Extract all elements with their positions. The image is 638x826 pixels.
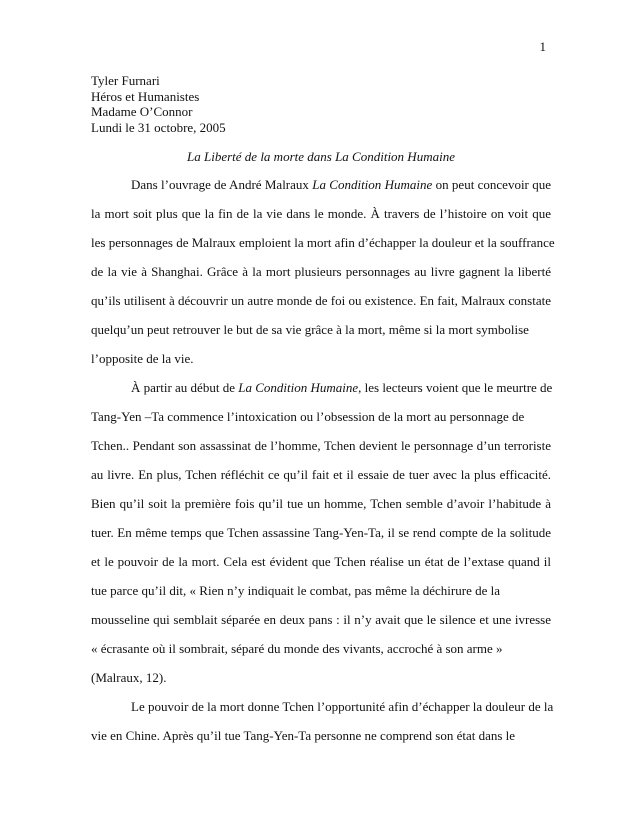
body-line: tuer. En même temps que Tchen assassine Tang-Yen-Ta, il se rend compte de la solitude [91, 525, 551, 540]
body-line: tue parce qu’il dit, « Rien n’y indiquait le combat, pas même la déchirure de la [91, 583, 500, 598]
essay-title: La Liberté de la morte dans La Condition Humaine [187, 149, 455, 164]
author-name: Tyler Furnari [91, 73, 160, 88]
body-line: « écrasante où il sombrait, séparé du monde des vivants, accroché à son arme » [91, 641, 503, 656]
body-line: l’opposite de la vie. [91, 351, 194, 366]
book-title: La Condition Humaine, [238, 380, 362, 395]
body-line: Tchen.. Pendant son assassinat de l’homme, Tchen devient le personnage d’un terroriste [91, 438, 551, 453]
body-line: Le pouvoir de la mort donne Tchen l’opportunité afin d’échapper la douleur de la [131, 699, 554, 714]
body-line: Dans l’ouvrage de André Malraux La Condition Humaine on peut concevoir que [131, 177, 551, 192]
header-block [91, 73, 551, 135]
body-line: mousseline qui semblait séparée en deux pans : il n’y avait que le silence et une ivresse [91, 612, 551, 627]
body-line: vie en Chine. Après qu’il tue Tang-Yen-Ta personne ne comprend son état dans le [91, 728, 516, 743]
body-line: quelqu’un peut retrouver le but de sa vie grâce à la mort, même si la mort symbolise [91, 322, 529, 337]
body-line: Tang-Yen –Ta commence l’intoxication ou l’obsession de la mort au personnage de [91, 409, 525, 424]
instructor-name: Madame O’Connor [91, 104, 193, 119]
body-line: Bien qu’il soit la première fois qu’il tue un homme, Tchen semble d’avoir l’habitude à [91, 496, 551, 511]
course-name: Héros et Humanistes [91, 88, 200, 104]
page-number: 1 [539, 39, 546, 54]
body-line: et le pouvoir de la mort. Cela est évident que Tchen réalise un état de l’extase quand il [91, 554, 551, 569]
body-line: les personnages de Malraux emploient la mort afin d’échapper la douleur et la souffrance [91, 235, 555, 250]
body-line: qu’ils utilisent à découvrir un autre monde de foi ou existence. En fait, Malraux constate [91, 293, 551, 308]
body-line: la mort soit plus que la fin de la vie dans le monde. À travers de l’histoire on voit que [91, 206, 551, 221]
body-line: (Malraux, 12). [91, 670, 167, 685]
body-line: au livre. En plus, Tchen réfléchit ce qu’il fait et il essaie de tuer avec la plus efficacité. [91, 467, 551, 482]
body-line: de la vie à Shanghai. Grâce à la mort plusieurs personnages au livre gagnent la liberté [91, 264, 551, 279]
body-line: À partir au début de La Condition Humaine, les lecteurs voient que le meurtre de [131, 380, 553, 395]
essay-date: Lundi le 31 octobre, 2005 [91, 119, 226, 135]
book-title: La Condition Humaine [312, 177, 433, 192]
